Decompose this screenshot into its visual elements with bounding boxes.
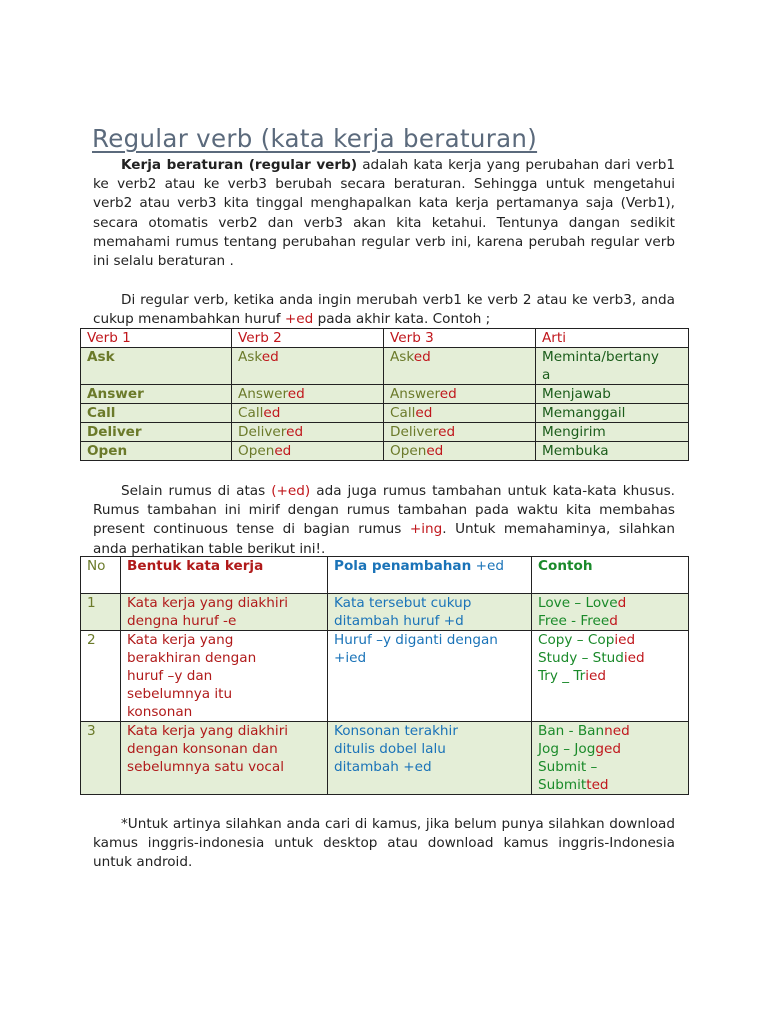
table-row — [81, 722, 689, 795]
table-header-row — [81, 557, 689, 594]
rule-text-b: pada akhir kata. Contoh ; — [313, 311, 491, 328]
table-header-row — [81, 329, 689, 348]
cell-verb3: Called — [384, 404, 536, 423]
special-text-a: Selain rumus di atas — [121, 483, 272, 499]
cell-verb2: Delivered — [232, 423, 384, 442]
cell-bentuk: Kata kerja yang diakhiri dengan konsonan dan sebelumnya satu vocal — [121, 722, 328, 795]
cell-verb3: Opened — [384, 442, 536, 461]
special-highlight-ed: (+ed) — [271, 483, 311, 499]
cell-arti: Menjawab — [536, 385, 689, 404]
header-pola: Pola penambahan +ed — [328, 557, 532, 594]
cell-arti: Meminta/bertany a — [536, 348, 689, 385]
table-row — [81, 404, 689, 423]
cell-contoh: Copy – Copied Study – Studied Try _ Tried — [532, 631, 689, 722]
intro-text: adalah kata kerja yang perubahan dari verb1 ke verb2 atau ke verb3 berubah secara beraturan. Sehingga untuk mengetahui verb2 atau verb3 kita tinggal menghapalkan kata kerja pertamanya saja (Verb1), secara otomatis verb2 dan verb3 akan kita ketahui. Tentunya dangan sedikit memahami rumus tentang perubahan regular verb ini, karena perubah regular verb ini selalu beraturan . — [93, 157, 676, 270]
cell-no: 1 — [81, 594, 121, 631]
header-bentuk: Bentuk kata kerja — [121, 557, 328, 594]
cell-verb3: Asked — [384, 348, 536, 385]
cell-bentuk: Kata kerja yang berakhiran dengan huruf –y dan sebelumnya itu konsonan — [121, 631, 328, 722]
intro-bold: Kerja beraturan (regular verb) — [121, 157, 358, 173]
cell-pola: Konsonan terakhir ditulis dobel lalu ditambah +ed — [328, 722, 532, 795]
paragraph-rule-ed — [93, 291, 675, 329]
cell-verb1: Deliver — [81, 423, 232, 442]
regular-verb-table — [80, 328, 689, 461]
special-text-b: ada juga rumus tambahan untuk kata-kata khusus. Rumus tambahan ini mirif dengan rumus tambahan pada waktu kita membahas present continuous tense di bagian rumus — [93, 483, 675, 538]
cell-verb3: Answered — [384, 385, 536, 404]
header-verb1: Verb 1 — [81, 329, 232, 348]
cell-pola: Huruf –y diganti dengan +ied — [328, 631, 532, 722]
paragraph-footnote — [93, 815, 675, 873]
cell-verb2: Called — [232, 404, 384, 423]
rule-highlight: +ed — [284, 311, 314, 328]
cell-arti: Memanggail — [536, 404, 689, 423]
cell-verb1: Ask — [81, 348, 232, 385]
rule-text-a: Di regular verb, ketika anda ingin merubah verb1 ke verb 2 atau ke verb3, anda cukup menambahkan huruf — [93, 292, 675, 328]
cell-verb2: Asked — [232, 348, 384, 385]
cell-no: 3 — [81, 722, 121, 795]
cell-contoh: Ban - Banned Jog – Jogged Submit – Submitted — [532, 722, 689, 795]
cell-verb2: Answered — [232, 385, 384, 404]
special-rules-table — [80, 556, 689, 795]
header-arti: Arti — [536, 329, 689, 348]
cell-arti: Membuka — [536, 442, 689, 461]
cell-verb3: Delivered — [384, 423, 536, 442]
table-row — [81, 423, 689, 442]
cell-verb1: Answer — [81, 385, 232, 404]
cell-pola: Kata tersebut cukup ditambah huruf +d — [328, 594, 532, 631]
cell-verb1: Open — [81, 442, 232, 461]
cell-bentuk: Kata kerja yang diakhiri dengna huruf -e — [121, 594, 328, 631]
header-verb3: Verb 3 — [384, 329, 536, 348]
paragraph-special-rules — [93, 482, 675, 559]
table-row — [81, 385, 689, 404]
cell-contoh: Love – Loved Free - Freed — [532, 594, 689, 631]
special-text-c: . Untuk memahaminya, silahkan anda perhatikan table berikut ini!. — [93, 521, 675, 557]
header-no: No — [81, 557, 121, 594]
page-title: Regular verb (kata kerja beraturan) — [92, 124, 538, 153]
cell-no: 2 — [81, 631, 121, 722]
cell-verb2: Opened — [232, 442, 384, 461]
paragraph-intro — [93, 156, 675, 271]
table-row — [81, 594, 689, 631]
cell-verb1: Call — [81, 404, 232, 423]
table-row — [81, 348, 689, 385]
header-contoh: Contoh — [532, 557, 689, 594]
table-row — [81, 631, 689, 722]
special-highlight-ing: +ing — [409, 521, 443, 538]
footnote-text: *Untuk artinya silahkan anda cari di kamus, jika belum punya silahkan download kamus inggris-indonesia untuk desktop atau download kamus inggris-Indonesia untuk android. — [93, 816, 675, 871]
table-row — [81, 442, 689, 461]
cell-arti: Mengirim — [536, 423, 689, 442]
header-verb2: Verb 2 — [232, 329, 384, 348]
